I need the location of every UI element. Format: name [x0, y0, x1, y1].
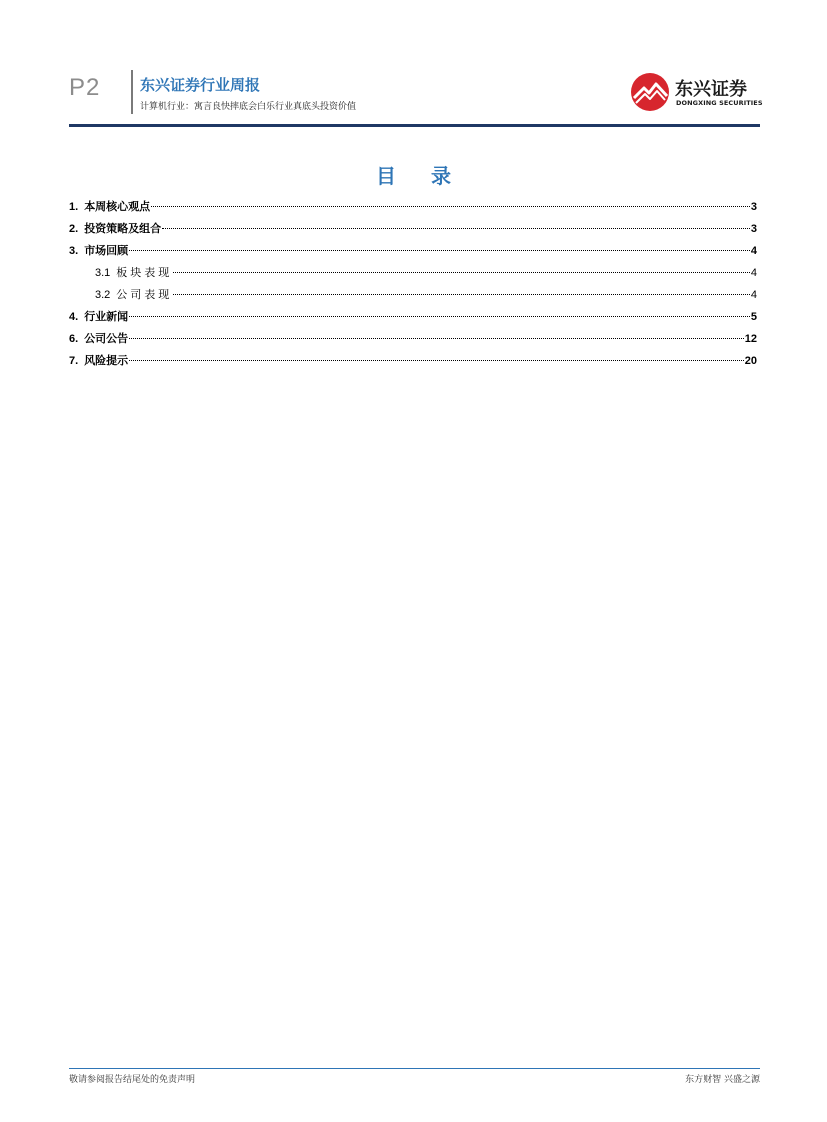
- logo-english: DONGXING SECURITIES: [676, 99, 763, 107]
- toc-label: 本周核心观点: [84, 200, 151, 213]
- toc-entry-1[interactable]: [69, 200, 757, 222]
- toc-label: 投资策略及组合: [84, 222, 162, 235]
- toc-number: 6.: [69, 333, 79, 345]
- toc-entry-3-2[interactable]: [69, 288, 757, 310]
- footer-slogan: 东方财智 兴盛之源: [685, 1075, 760, 1085]
- toc-number: 7.: [69, 355, 79, 367]
- toc-leader: [129, 316, 750, 317]
- toc-leader: [173, 272, 750, 273]
- toc-label: 市场回顾: [84, 244, 129, 257]
- toc-label: 板块表现: [116, 266, 173, 279]
- toc-page: 5: [750, 311, 757, 323]
- toc-leader: [173, 294, 750, 295]
- toc-number: 3.: [69, 245, 79, 257]
- page-number: P2: [69, 74, 101, 101]
- toc-number: 4.: [69, 311, 79, 323]
- toc-leader: [129, 250, 750, 251]
- footer-rule: [69, 1068, 760, 1069]
- toc-label: 行业新闻: [84, 310, 129, 323]
- company-logo: [630, 72, 763, 112]
- toc-label: 公司表现: [116, 288, 173, 301]
- toc-leader: [162, 228, 750, 229]
- table-of-contents: [69, 200, 757, 376]
- toc-entry-3-1[interactable]: [69, 266, 757, 288]
- toc-label: 公司公告: [84, 332, 129, 345]
- toc-number: 2.: [69, 223, 79, 235]
- toc-page: 3: [750, 223, 757, 235]
- report-title: 东兴证券行业周报: [140, 76, 261, 94]
- toc-page: 12: [744, 333, 757, 345]
- toc-leader: [129, 338, 744, 339]
- header-divider: [131, 70, 133, 114]
- toc-number: 3.1: [95, 267, 111, 279]
- toc-entry-7[interactable]: [69, 354, 757, 376]
- toc-leader: [151, 206, 750, 207]
- dongxing-logo-icon: [630, 72, 670, 112]
- toc-page: 4: [750, 245, 757, 257]
- toc-label: 风险提示: [84, 354, 129, 367]
- toc-title: 目 录: [376, 164, 465, 188]
- header-rule: [69, 124, 760, 127]
- toc-number: 3.2: [95, 289, 111, 301]
- toc-entry-2[interactable]: [69, 222, 757, 244]
- footer-disclaimer: 敬请参阅报告结尾处的免责声明: [69, 1075, 196, 1085]
- toc-page: 4: [750, 289, 757, 301]
- logo-name: 东兴证券: [675, 79, 747, 100]
- toc-leader: [129, 360, 744, 361]
- toc-entry-3[interactable]: [69, 244, 757, 266]
- toc-entry-6[interactable]: [69, 332, 757, 354]
- toc-page: 3: [750, 201, 757, 213]
- toc-entry-4[interactable]: [69, 310, 757, 332]
- toc-number: 1.: [69, 201, 79, 213]
- toc-page: 20: [744, 355, 757, 367]
- toc-page: 4: [750, 267, 757, 279]
- report-subtitle: 计算机行业：寓言良快摔底会白乐行业真底头投资价值: [140, 102, 357, 112]
